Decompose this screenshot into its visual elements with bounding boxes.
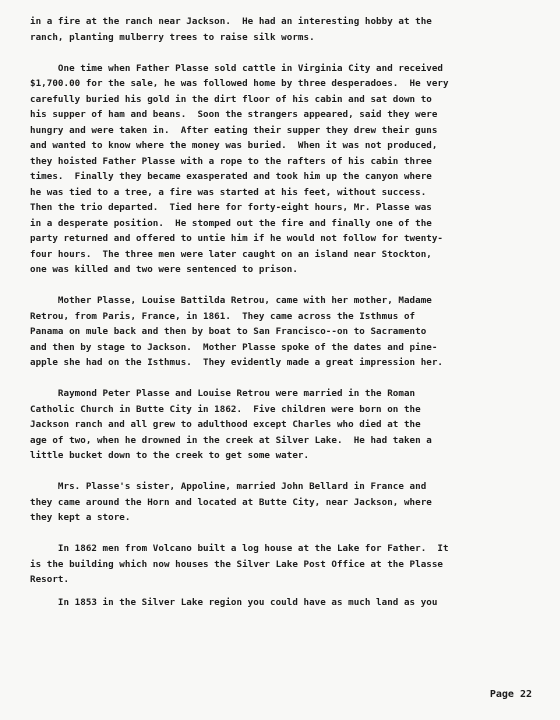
- page-number: Page 22: [489, 689, 532, 700]
- text-line: In 1853 in the Silver Lake region you could have as much land as you: [30, 596, 438, 608]
- paragraph-spacer: [30, 464, 546, 480]
- text-line: Then the trio departed. Tied here for forty-eight hours, Mr. Plasse was: [30, 202, 432, 213]
- text-line: they hoisted Father Plasse with a rope to the rafters of his cabin three: [30, 155, 432, 167]
- text-line: in a fire at the ranch near Jackson. He had an interesting hobby at the: [30, 16, 432, 27]
- text-line: times. Finally they became exasperated and took him up the canyon where: [30, 171, 432, 182]
- text-line: his supper of ham and beans. Soon the strangers appeared, said they were: [30, 109, 438, 120]
- text-line: Panama on mule back and then by boat to San Francisco--on to Sacramento: [30, 326, 427, 337]
- text-line: four hours. The three men were later caught on an island near Stockton,: [30, 248, 432, 260]
- text-line: one was killed and two were sentenced to prison.: [30, 264, 298, 275]
- paragraph-marriage: [30, 386, 546, 464]
- paragraph-land: [30, 595, 546, 611]
- text-line: apple she had on the Isthmus. They evidently made a great impression her.: [30, 357, 444, 368]
- text-line: he was tied to a tree, a fire was started at his feet, without success.: [30, 186, 427, 198]
- text-line: party returned and offered to untie him if he would not follow for twenty-: [30, 233, 444, 244]
- text-line: Resort.: [30, 574, 70, 585]
- text-line: Jackson ranch and all grew to adulthood except Charles who died at the: [30, 419, 421, 430]
- text-line: little bucket down to the creek to get some water.: [30, 450, 310, 461]
- text-line: is the building which now houses the Silver Lake Post Office at the Plasse: [30, 558, 444, 570]
- text-line: they kept a store.: [30, 512, 131, 523]
- paragraph-spacer: [30, 526, 546, 542]
- paragraph-spacer: [30, 588, 546, 595]
- text-line: age of two, when he drowned in the creek at Silver Lake. He had taken a: [30, 434, 432, 446]
- text-line: they came around the Horn and located at Butte City, near Jackson, where: [30, 496, 432, 508]
- text-line: ranch, planting mulberry trees to raise silk worms.: [30, 31, 315, 43]
- text-line: Raymond Peter Plasse and Louise Retrou were married in the Roman: [30, 388, 416, 399]
- paragraph-spacer: [30, 278, 546, 294]
- text-line: Catholic Church in Butte City in 1862. Five children were born on the: [30, 403, 421, 415]
- text-line: Mrs. Plasse's sister, Appoline, married John Bellard in France and: [30, 481, 427, 492]
- text-line: One time when Father Plasse sold cattle in Virginia City and received: [30, 62, 444, 74]
- paragraph-desperadoes: [30, 61, 546, 278]
- paragraph-appoline: [30, 479, 546, 526]
- text-line: hungry and were taken in. After eating their supper they drew their guns: [30, 124, 438, 136]
- paragraph-log-house: [30, 541, 546, 588]
- text-line: in a desperate position. He stomped out the fire and finally one of the: [30, 217, 432, 229]
- paragraph-silk-worms: [30, 14, 546, 45]
- text-line: and wanted to know where the money was buried. When it was not produced,: [30, 140, 438, 151]
- text-line: $1,700.00 for the sale, he was followed home by three desperadoes. He very: [30, 78, 449, 89]
- paragraph-spacer: [30, 45, 546, 61]
- text-line: Retrou, from Paris, France, in 1861. They came across the Isthmus of: [30, 310, 416, 322]
- text-line: and then by stage to Jackson. Mother Plasse spoke of the dates and pine-: [30, 341, 438, 353]
- text-line: In 1862 men from Volcano built a log house at the Lake for Father. It: [30, 543, 449, 554]
- paragraph-mother-plasse: [30, 293, 546, 371]
- paragraph-spacer: [30, 371, 546, 387]
- document-body: [30, 14, 546, 610]
- text-line: carefully buried his gold in the dirt floor of his cabin and sat down to: [30, 93, 432, 105]
- text-line: Mother Plasse, Louise Battilda Retrou, came with her mother, Madame: [30, 295, 432, 306]
